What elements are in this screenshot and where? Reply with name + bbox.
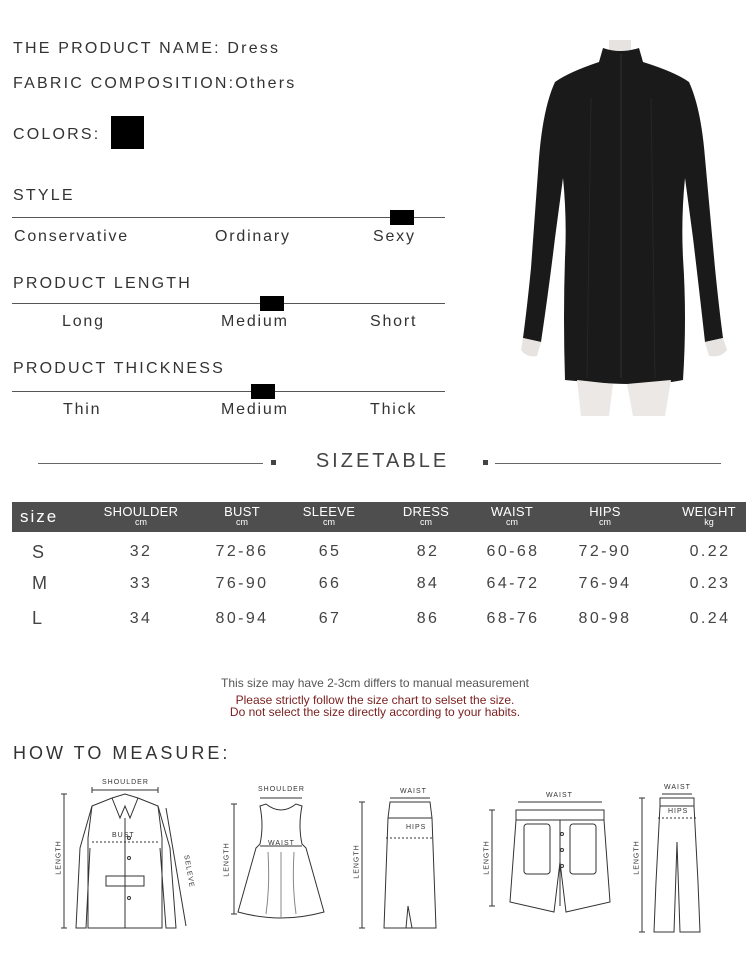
coat-bust-label: BUST <box>112 832 135 839</box>
thickness-marker <box>251 384 275 399</box>
pants-hips-label: HIPS <box>668 808 689 815</box>
column-unit: cm <box>420 517 432 527</box>
skirt-waist-label: WAIST <box>400 788 427 795</box>
coat-length-label: LENGTH <box>55 840 63 875</box>
colors-label: COLORS: <box>13 126 101 143</box>
length-label-short: Short <box>370 313 418 330</box>
cell-waist: 60-68 <box>486 543 540 560</box>
coat-measure-diagram <box>50 778 200 938</box>
coat-outline-icon <box>50 778 200 938</box>
cell-sleeve: 67 <box>318 610 342 627</box>
column-unit: cm <box>323 517 335 527</box>
cell-dress: 84 <box>416 575 440 592</box>
column-header-bust <box>197 502 287 527</box>
length-label-long: Long <box>62 313 105 330</box>
style-marker <box>390 210 414 225</box>
length-marker <box>260 296 284 311</box>
how-to-measure-title: HOW TO MEASURE: <box>13 743 231 763</box>
column-unit: cm <box>236 517 248 527</box>
column-title: WEIGHT <box>682 504 736 519</box>
column-header-sleeve <box>284 502 374 527</box>
style-title: STYLE <box>13 187 75 204</box>
row-size-l: L <box>32 608 43 628</box>
shorts-outline-icon <box>480 790 620 920</box>
cell-waist: 64-72 <box>486 575 540 592</box>
note-measurement-difference: This size may have 2-3cm differs to manual measurement <box>221 676 529 690</box>
style-scale-line <box>12 217 445 218</box>
note-follow-size-chart: Please strictly follow the size chart to selset the size. <box>235 693 515 707</box>
fabric-composition-line: FABRIC COMPOSITION:Others <box>13 75 297 92</box>
length-label-medium: Medium <box>221 313 289 330</box>
column-unit: cm <box>506 517 518 527</box>
sizetable-left-dot <box>271 460 276 465</box>
column-title: BUST <box>224 504 260 519</box>
column-header-dress <box>381 502 471 527</box>
skirt-hips-label: HIPS <box>406 824 427 831</box>
sizetable-right-rule <box>495 463 721 464</box>
cell-shoulder: 33 <box>129 575 153 592</box>
dress-measure-diagram <box>218 786 338 936</box>
pants-outline-icon <box>630 782 722 938</box>
style-label-conservative: Conservative <box>14 228 129 245</box>
dress-waist-label: WAIST <box>268 840 295 847</box>
product-name-line: THE PRODUCT NAME: Dress <box>13 40 281 57</box>
sizetable-title: SIZETABLE <box>315 450 450 472</box>
column-title: WAIST <box>490 504 534 519</box>
thickness-title: PRODUCT THICKNESS <box>13 360 225 377</box>
skirt-measure-diagram <box>348 788 448 936</box>
column-header-hips <box>560 502 650 527</box>
cell-dress: 86 <box>416 610 440 627</box>
column-header-waist <box>467 502 557 527</box>
cell-dress: 82 <box>416 543 440 560</box>
column-unit: cm <box>135 517 147 527</box>
cell-bust: 76-90 <box>215 575 269 592</box>
coat-shoulder-label: SHOULDER <box>102 779 149 786</box>
shorts-measure-diagram <box>480 790 620 920</box>
skirt-outline-icon <box>348 788 448 936</box>
pants-length-label: LENGTH <box>633 840 641 875</box>
cell-waist: 68-76 <box>486 610 540 627</box>
cell-bust: 80-94 <box>215 610 269 627</box>
length-scale-line <box>12 303 445 304</box>
column-unit: cm <box>599 517 611 527</box>
column-unit: kg <box>704 517 714 527</box>
length-title: PRODUCT LENGTH <box>13 275 192 292</box>
size-column-header: size <box>20 507 59 526</box>
cell-weight: 0.23 <box>689 575 731 592</box>
cell-weight: 0.24 <box>689 610 731 627</box>
shorts-length-label: LENGTH <box>483 840 491 875</box>
cell-shoulder: 32 <box>129 543 153 560</box>
dress-length-label: LENGTH <box>223 842 231 877</box>
thickness-label-thick: Thick <box>370 401 418 418</box>
pants-measure-diagram <box>630 782 722 938</box>
column-header-shoulder <box>96 502 186 527</box>
row-size-m: M <box>32 573 47 593</box>
column-title: HIPS <box>589 504 621 519</box>
thickness-label-medium: Medium <box>221 401 289 418</box>
column-title: SLEEVE <box>302 504 356 519</box>
cell-bust: 72-86 <box>215 543 269 560</box>
product-photo-dress <box>505 38 735 418</box>
thickness-label-thin: Thin <box>63 401 102 418</box>
cell-weight: 0.22 <box>689 543 731 560</box>
column-header-weight <box>664 502 750 527</box>
pants-waist-label: WAIST <box>664 784 691 791</box>
thickness-scale-line <box>12 391 445 392</box>
cell-hips: 72-90 <box>578 543 632 560</box>
sizetable-left-rule <box>38 463 263 464</box>
note-do-not-select-by-habit: Do not select the size directly according to your habits. <box>229 705 521 719</box>
sizetable-right-dot <box>483 460 488 465</box>
cell-shoulder: 34 <box>129 610 153 627</box>
cell-sleeve: 66 <box>318 575 342 592</box>
cell-hips: 76-94 <box>578 575 632 592</box>
skirt-length-label: LENGTH <box>353 844 361 879</box>
row-size-s: S <box>32 542 45 562</box>
coat-sleeve-label: SELEVE <box>182 854 195 889</box>
dress-outline-icon <box>218 786 338 936</box>
cell-sleeve: 65 <box>318 543 342 560</box>
column-title: DRESS <box>402 504 450 519</box>
cell-hips: 80-98 <box>578 610 632 627</box>
size-table-header <box>12 502 746 532</box>
style-label-sexy: Sexy <box>373 228 416 245</box>
dress-shoulder-label: SHOULDER <box>258 786 305 793</box>
style-label-ordinary: Ordinary <box>215 228 291 245</box>
shorts-waist-label: WAIST <box>546 792 573 799</box>
color-swatch-black[interactable] <box>111 116 144 149</box>
column-title: SHOULDER <box>103 504 179 519</box>
